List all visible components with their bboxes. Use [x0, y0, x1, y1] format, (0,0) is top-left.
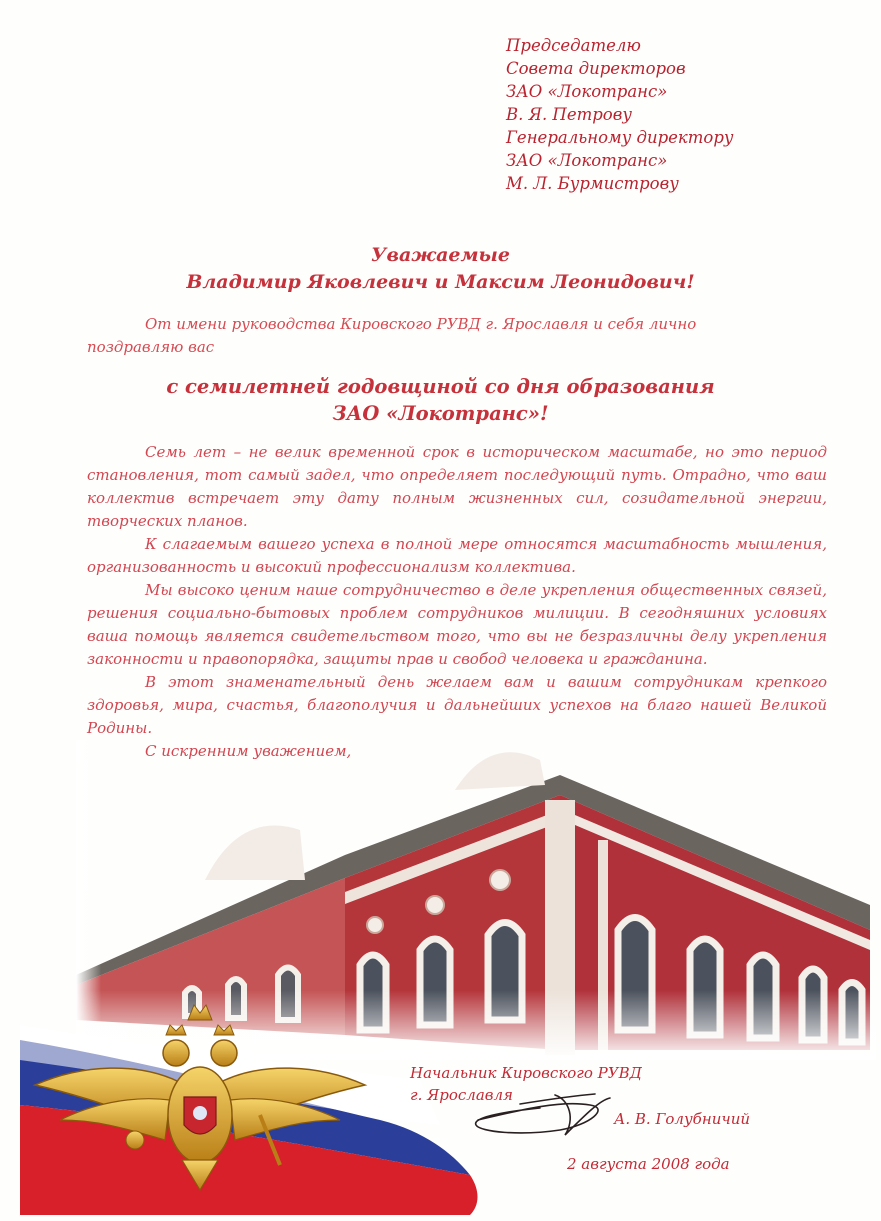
salutation-line-1: Уважаемые [371, 244, 510, 266]
addressee-block [506, 34, 866, 195]
addressee-line: Председателю [506, 36, 641, 55]
closing-line: С искренним уважением, [145, 742, 352, 760]
intro-paragraph [87, 313, 827, 359]
intro-line-1: От имени руководства Кировского РУВД г. Ярославля и себя лично [145, 315, 697, 333]
signer-position-line-2: г. Ярославля [410, 1086, 513, 1104]
intro-line-2: поздравляю вас [87, 338, 215, 356]
addressee-line: ЗАО «Локотранс» [506, 151, 668, 170]
letter-body [87, 441, 827, 763]
signer-name: А. В. Голубничий [614, 1110, 751, 1128]
signer-position-line-1: Начальник Кировского РУВД [410, 1064, 642, 1082]
body-paragraph: Мы высоко ценим наше сотрудничество в деле укрепления общественных связей, решения социально-бытовых проблем сотрудников милиции. В сегодняшних условиях ваша помощь является свидетельством того, что вы не безразличны делу укрепления законности и правопорядка, защиты прав и свобод человека и гражданина. [87, 581, 827, 668]
signature-block [410, 1062, 642, 1106]
salutation-line-2: Владимир Яковлевич и Максим Леонидович! [186, 271, 695, 293]
occasion-line-1: с семилетней годовщиной со дня образования [166, 375, 715, 398]
body-paragraph: Семь лет – не велик временной срок в историческом масштабе, но это период становления, тот самый задел, что определяет последующий путь. Отрадно, что ваш коллектив встречает эту дату полным жизненных сил, созидательной энергии, творческих планов. [87, 443, 827, 530]
letter-date: 2 августа 2008 года [567, 1155, 730, 1173]
body-paragraph: К слагаемым вашего успеха в полной мере относятся масштабность мышления, организованность и высокий профессионализм коллектива. [87, 535, 827, 576]
addressee-line: В. Я. Петрову [506, 105, 632, 124]
body-paragraph: В этот знаменательный день желаем вам и вашим сотрудникам крепкого здоровья, мира, счастья, благополучия и дальнейших успехов на благо нашей Великой Родины. [87, 673, 827, 737]
addressee-line: Совета директоров [506, 59, 686, 78]
addressee-line: М. Л. Бурмистрову [506, 174, 679, 193]
addressee-line: Генеральному директору [506, 128, 734, 147]
occasion-line-2: ЗАО «Локотранс»! [332, 402, 549, 425]
addressee-line: ЗАО «Локотранс» [506, 82, 668, 101]
